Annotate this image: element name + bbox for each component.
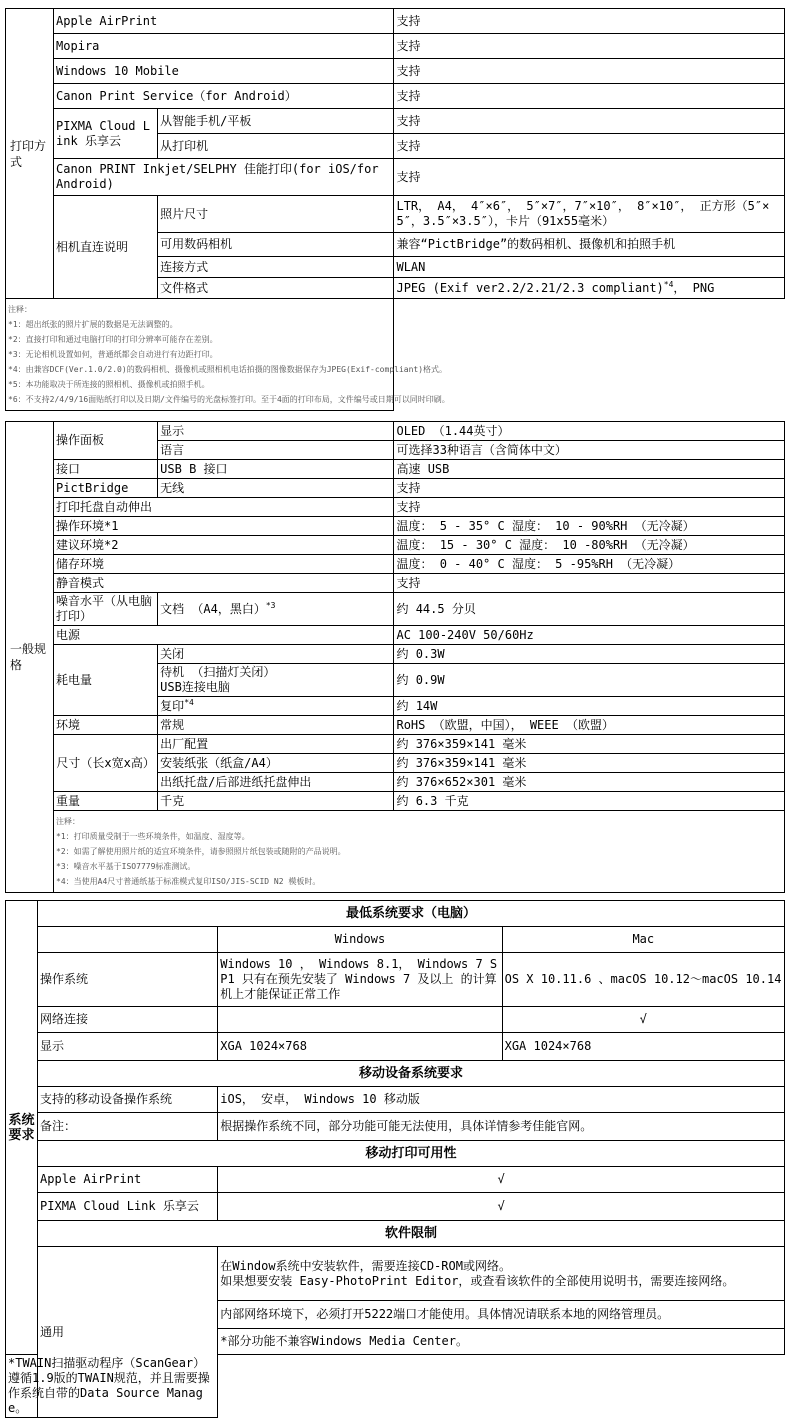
mac-value: OS X 10.11.6 、macOS 10.12～macOS 10.14 (502, 953, 784, 1007)
col-windows: Windows (218, 927, 502, 953)
row-label: 备注： (38, 1113, 218, 1141)
row-label: Apple AirPrint (54, 9, 394, 34)
sub-label: 文件格式 (158, 278, 394, 299)
row-label: 网络连接 (38, 1007, 218, 1033)
note-line: *6：不支持2/4/9/16面贴纸打印以及日期/文件编号的光盘标签打印。至于4面的打印布局，文件编号或日期可以同时印刷。 (8, 395, 450, 404)
row-value: 支持 (394, 59, 785, 84)
sub-label: 关闭 (158, 645, 394, 664)
check-icon: √ (502, 1007, 784, 1033)
notes-general-specs (54, 811, 785, 893)
sub-label (158, 593, 394, 626)
sub-label: 出纸托盘/后部进纸托盘伸出 (158, 773, 394, 792)
row-label: PictBridge (54, 479, 158, 498)
section-print-methods: 打印方式 (6, 9, 54, 299)
row-label: 静音模式 (54, 574, 394, 593)
notes-print-methods (6, 299, 450, 411)
row-value: OLED （1.44英寸） (394, 422, 785, 441)
row-label: 耗电量 (54, 645, 158, 716)
sub-label: 千克 (158, 792, 394, 811)
row-value: 支持 (394, 574, 785, 593)
row-value: 温度： 0 - 40° C 湿度： 5 -95%RH （无冷凝） (394, 555, 785, 574)
footnote-ref: *3 (265, 600, 276, 610)
check-icon: √ (218, 1193, 785, 1221)
row-label: Canon PRINT Inkjet/SELPHY 佳能打印(for iOS/for Android) (54, 159, 394, 196)
note-line: 注释： (8, 305, 32, 314)
windows-value: Windows 10 ， Windows 8.1， Windows 7 SP1 只有在预先安装了 Windows 7 及以上 的计算机上才能保证正常工作 (218, 953, 502, 1007)
mac-value: XGA 1024×768 (502, 1033, 784, 1061)
row-value: 支持 (394, 498, 785, 517)
row-label: 相机直连说明 (54, 196, 158, 299)
row-value: WLAN (394, 257, 785, 278)
row-label: 打印托盘自动伸出 (54, 498, 394, 517)
sub-label: 安装纸张（纸盒/A4） (158, 754, 394, 773)
sub-label: 从智能手机/平板 (158, 109, 394, 134)
row-value: 约 0.9W (394, 664, 785, 697)
row-label: 重量 (54, 792, 158, 811)
file-format-text: JPEG (Exif ver2.2/2.21/2.3 compliant) (396, 280, 664, 295)
note-line: *2：如需了解使用照片纸的适宜环境条件，请参照照片纸包装或随附的产品说明。 (56, 847, 346, 856)
row-label: 尺寸（长x宽x高） (54, 735, 158, 792)
row-value: *TWAIN扫描驱动程序（ScanGear）遵循1.9版的TWAIN规范，并且需要操作系统自带的Data Source Manage。 (6, 1355, 218, 1418)
row-value: 约 0.3W (394, 645, 785, 664)
row-value: 约 14W (394, 697, 785, 716)
sub-label (158, 697, 394, 716)
row-value: 在Window系统中安装软件，需要连接CD-ROM或网络。 如果想要安装 Easy-PhotoPrint Editor，或查看该软件的全部使用说明书，需要连接网络。 (218, 1247, 785, 1301)
row-label: 通用 (38, 1247, 218, 1418)
file-format-tail: ， PNG (673, 280, 715, 295)
row-label: Canon Print Service（for Android） (54, 84, 394, 109)
row-label: 建议环境*2 (54, 536, 394, 555)
software-title: 软件限制 (38, 1221, 785, 1247)
row-label: 操作环境*1 (54, 517, 394, 536)
row-label: 环境 (54, 716, 158, 735)
mobile-print-title: 移动打印可用性 (38, 1141, 785, 1167)
note-line: *5：本功能取决于所连接的照相机、摄像机或拍照手机。 (8, 380, 210, 389)
row-value: 支持 (394, 159, 785, 196)
row-label: 接口 (54, 460, 158, 479)
sub-label (158, 664, 394, 697)
row-value: 内部网络环境下，必须打开5222端口才能使用。具体情况请联系本地的网络管理员。 (218, 1301, 785, 1329)
note-line: *4：当使用A4尺寸普通纸基于标准模式复印ISO/JIS-SCID N2 模板时。 (56, 877, 321, 886)
row-value: iOS， 安卓， Windows 10 移动版 (218, 1087, 785, 1113)
row-value: 支持 (394, 134, 785, 159)
check-icon: √ (218, 1167, 785, 1193)
row-value: 根据操作系统不同，部分功能可能无法使用，具体详情参考佳能官网。 (218, 1113, 785, 1141)
sub-label: 可用数码相机 (158, 233, 394, 257)
row-label: PIXMA Cloud Link 乐享云 (54, 109, 158, 159)
note-line: 注释： (56, 817, 81, 826)
sub-label: 语言 (158, 441, 394, 460)
sub-label: 照片尺寸 (158, 196, 394, 233)
row-label: 操作系统 (38, 953, 218, 1007)
sub-label: 出厂配置 (158, 735, 394, 754)
row-value: 温度： 5 - 35° C 湿度： 10 - 90%RH （无冷凝） (394, 517, 785, 536)
row-value: 支持 (394, 84, 785, 109)
row-value: 支持 (394, 34, 785, 59)
print-methods-table (5, 8, 785, 411)
note-line: *3：无论相机设置如何，普通纸都会自动进行有边距打印。 (8, 350, 218, 359)
row-label: 操作面板 (54, 422, 158, 460)
noise-sub: 文档 （A4，黑白） (160, 601, 266, 616)
footnote-ref: *4 (663, 279, 674, 289)
row-value: RoHS （欧盟，中国）， WEEE （欧盟） (394, 716, 785, 735)
row-value: 兼容“PictBridge”的数码相机、摄像机和拍照手机 (394, 233, 785, 257)
system-req-table (5, 900, 785, 1418)
note-line: *1：超出纸张的照片扩展的数据是无法调整的。 (8, 320, 178, 329)
row-value: 约 6.3 千克 (394, 792, 785, 811)
mobile-req-title: 移动设备系统要求 (38, 1061, 785, 1087)
row-value (394, 278, 785, 299)
sub-label: USB B 接口 (158, 460, 394, 479)
row-value: 约 376×359×141 毫米 (394, 754, 785, 773)
standby-label-2: USB连接电脑 (160, 680, 230, 694)
blank-cell (38, 927, 218, 953)
row-label: Windows 10 Mobile (54, 59, 394, 84)
general-specs-table (5, 421, 785, 893)
windows-value: XGA 1024×768 (218, 1033, 502, 1061)
row-label: PIXMA Cloud Link 乐享云 (38, 1193, 218, 1221)
row-label: Apple AirPrint (38, 1167, 218, 1193)
note-line: *2：直接打印和通过电脑打印的打印分辨率可能存在差别。 (8, 335, 218, 344)
min-req-title: 最低系统要求（电脑） (38, 901, 785, 927)
row-label: 显示 (38, 1033, 218, 1061)
windows-value (218, 1007, 502, 1033)
row-label: Mopira (54, 34, 394, 59)
sub-label: 连接方式 (158, 257, 394, 278)
row-value: AC 100-240V 50/60Hz (394, 626, 785, 645)
copy-label: 复印 (160, 698, 185, 713)
footnote-ref: *4 (184, 697, 194, 707)
row-value: 支持 (394, 479, 785, 498)
row-value: LTR， A4， 4″×6″， 5″×7″，7″×10″， 8″×10″， 正方形（5″×5″，3.5″×3.5″），卡片（91x55毫米） (394, 196, 785, 233)
row-value: 可选择33种语言（含简体中文） (394, 441, 785, 460)
row-value: 高速 USB (394, 460, 785, 479)
standby-label: 待机 （扫描灯关闭） (160, 665, 276, 679)
row-value: 约 376×652×301 毫米 (394, 773, 785, 792)
sub-label: 显示 (158, 422, 394, 441)
row-value: 支持 (394, 9, 785, 34)
row-label: 噪音水平（从电脑打印） (54, 593, 158, 626)
sub-label: 从打印机 (158, 134, 394, 159)
row-value: 约 44.5 分贝 (394, 593, 785, 626)
section-general-specs: 一般规格 (6, 422, 54, 893)
note-line: *3：噪音水平基于ISO7779标准测试。 (56, 862, 196, 871)
row-value: 支持 (394, 109, 785, 134)
row-value: 约 376×359×141 毫米 (394, 735, 785, 754)
row-value: 温度： 15 - 30° C 湿度： 10 -80%RH （无冷凝） (394, 536, 785, 555)
section-system-req: 系统要求 (6, 901, 38, 1355)
row-value: *部分功能不兼容Windows Media Center。 (218, 1329, 785, 1355)
col-mac: Mac (502, 927, 784, 953)
row-label: 储存环境 (54, 555, 394, 574)
sub-label: 常规 (158, 716, 394, 735)
row-label: 支持的移动设备操作系统 (38, 1087, 218, 1113)
row-label: 电源 (54, 626, 394, 645)
sub-label: 无线 (158, 479, 394, 498)
note-line: *4：由兼容DCF(Ver.1.0/2.0)的数码相机、摄像机或照相机电话拍摄的图像数据保存为JPEG(Exif-compliant)格式。 (8, 365, 448, 374)
note-line: *1：打印质量受制于一些环境条件，如温度、湿度等。 (56, 832, 250, 841)
